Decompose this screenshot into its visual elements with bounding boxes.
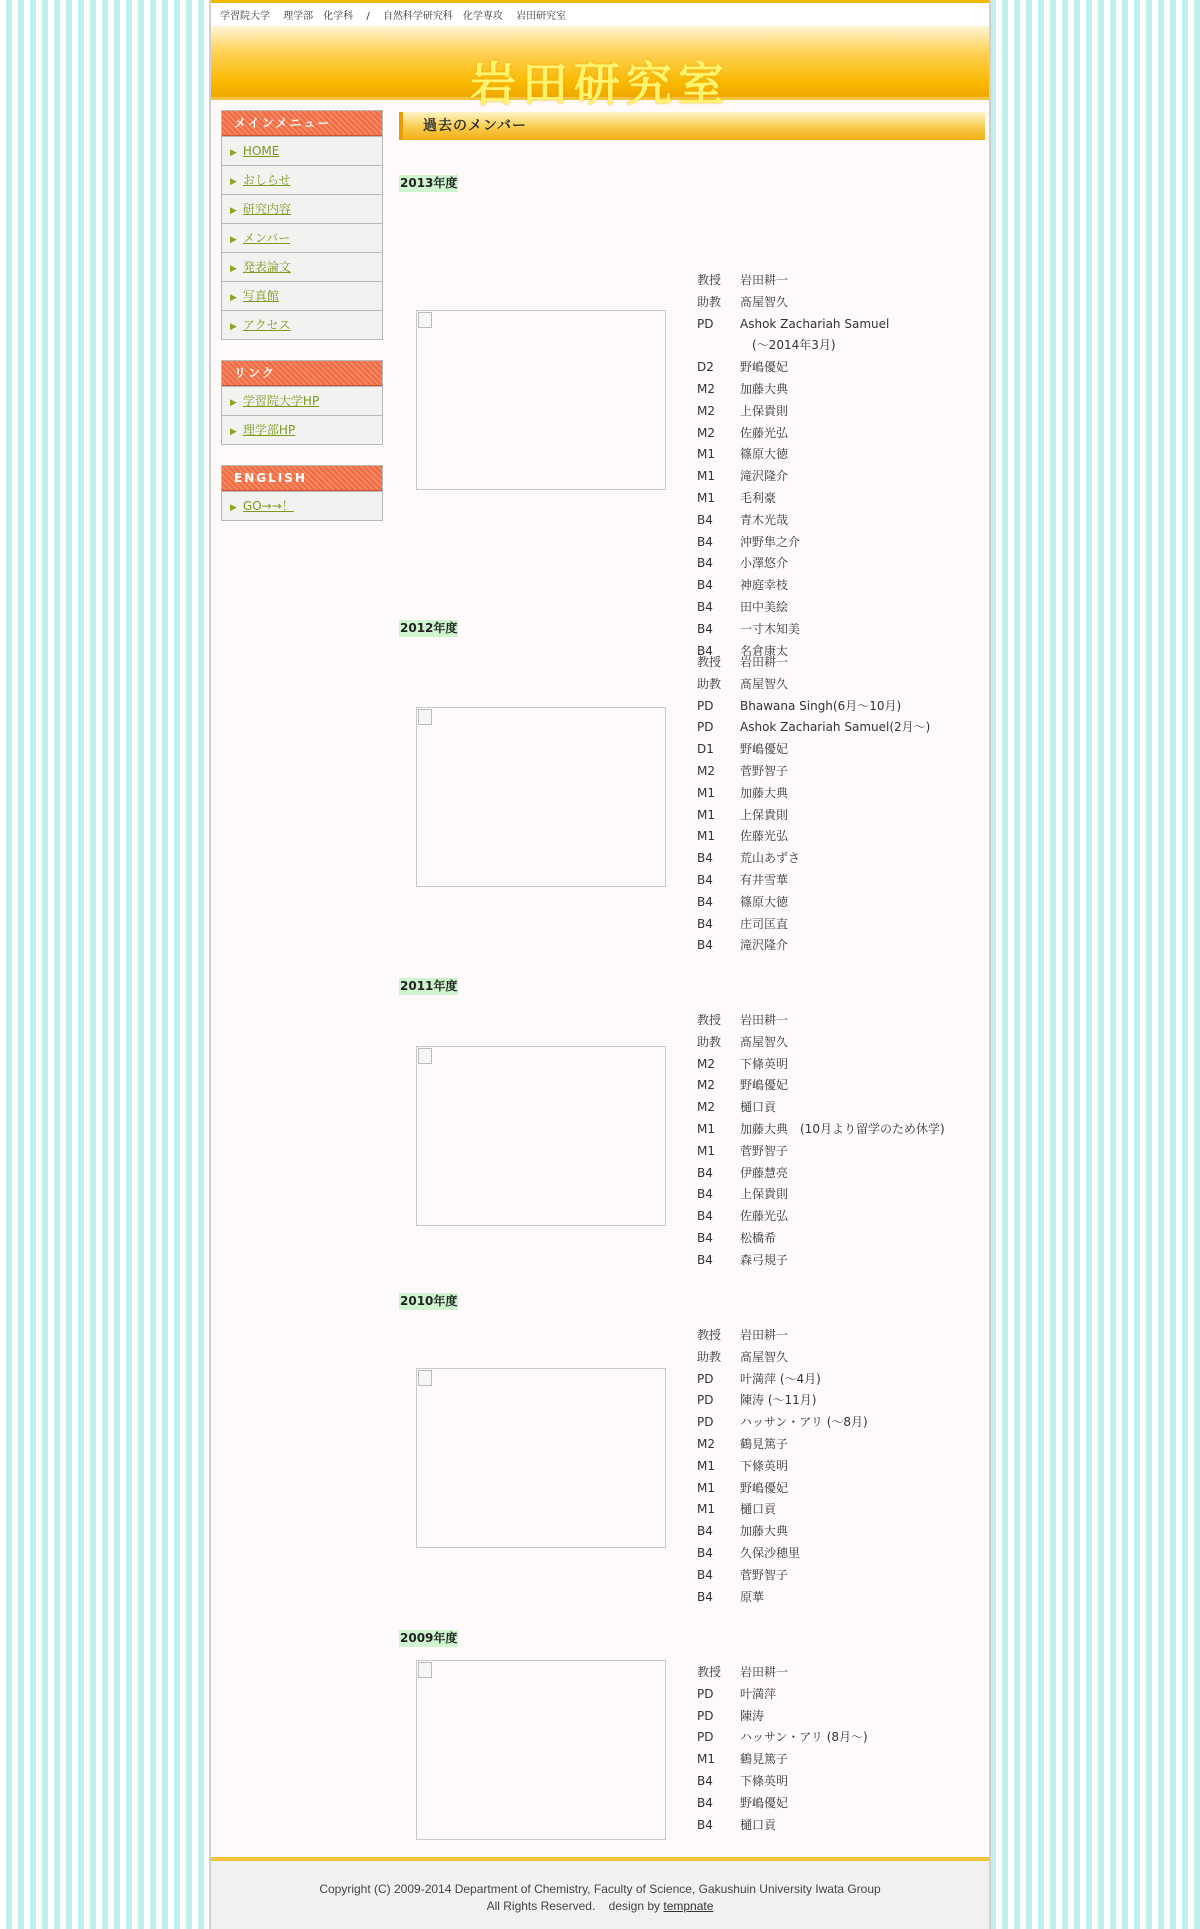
triangle-right-icon: ▶ xyxy=(230,293,237,303)
member-position: PD xyxy=(697,316,714,331)
member-name: 沖野隼之介 xyxy=(740,534,801,549)
member-list xyxy=(697,1662,868,1836)
member-name: 髙屋智久 xyxy=(740,676,789,691)
member-name: Ashok Zachariah Samuel xyxy=(740,316,890,331)
member-position: M2 xyxy=(697,1100,715,1115)
member-name: 叶満萍 xyxy=(740,1686,777,1701)
member-position: PD xyxy=(697,1415,714,1430)
member-position: M1 xyxy=(697,469,715,484)
member-position: M1 xyxy=(697,807,715,822)
year-heading: 2013年度 xyxy=(400,176,458,190)
member-name: 加藤大典 xyxy=(740,1524,789,1539)
member-row xyxy=(697,1749,868,1771)
member-position: M1 xyxy=(697,1458,715,1473)
member-name: 田中美絵 xyxy=(740,599,789,614)
member-row xyxy=(697,1478,868,1500)
member-name: 髙屋智久 xyxy=(740,1034,789,1049)
member-position: 助教 xyxy=(697,294,722,309)
member-row xyxy=(697,575,889,597)
page-container xyxy=(209,0,991,1929)
menu-item-members[interactable] xyxy=(222,223,382,252)
member-position: M1 xyxy=(697,1121,715,1136)
member-name: 篠原大徳 xyxy=(740,894,789,909)
member-position: B4 xyxy=(697,578,713,593)
member-name: 野嶋優妃 xyxy=(740,742,789,757)
member-row xyxy=(697,717,930,739)
member-position: M2 xyxy=(697,763,715,778)
member-name: 岩田耕一 xyxy=(740,655,789,669)
member-row xyxy=(697,1684,868,1706)
group-photo xyxy=(416,1660,666,1840)
member-row xyxy=(697,270,889,292)
member-row xyxy=(697,1163,945,1185)
member-row xyxy=(697,1727,868,1749)
member-position: PD xyxy=(697,1686,714,1701)
breadcrumb-university: 学習院大学 xyxy=(220,11,270,22)
sidebar xyxy=(221,110,383,541)
member-name: 荒山あずさ xyxy=(740,851,801,866)
member-name: 加藤大典 xyxy=(740,381,789,396)
links-menu-heading: リンク xyxy=(222,361,382,386)
member-note xyxy=(697,335,889,357)
member-row xyxy=(697,292,889,314)
triangle-right-icon: ▶ xyxy=(230,235,237,245)
menu-link-access[interactable]: アクセス xyxy=(242,318,291,332)
member-row xyxy=(697,826,930,848)
member-name: 篠原大徳 xyxy=(740,447,789,462)
rights-text: All Rights Reserved. xyxy=(486,1899,596,1913)
year-section xyxy=(399,1290,985,1604)
triangle-right-icon: ▶ xyxy=(230,398,237,408)
year-heading: 2010年度 xyxy=(400,1294,458,1308)
member-row xyxy=(697,1206,945,1228)
year-heading: 2011年度 xyxy=(400,979,458,993)
member-position: B4 xyxy=(697,1545,713,1560)
member-name: 毛利豪 xyxy=(740,490,777,505)
triangle-right-icon: ▶ xyxy=(230,503,237,513)
member-position: B4 xyxy=(697,534,713,549)
menu-item-publications[interactable] xyxy=(222,252,382,281)
triangle-right-icon: ▶ xyxy=(230,148,237,158)
triangle-right-icon: ▶ xyxy=(230,264,237,274)
member-position: PD xyxy=(697,720,714,735)
member-position: 教授 xyxy=(697,1665,722,1679)
member-row xyxy=(697,1412,868,1434)
year-heading: 2012年度 xyxy=(400,621,458,635)
menu-link-photos[interactable]: 写真館 xyxy=(242,289,279,303)
member-name: 加藤大典 xyxy=(740,785,789,800)
member-row xyxy=(697,696,930,718)
member-name: 岩田耕一 xyxy=(740,1328,789,1342)
member-name: 野嶋優妃 xyxy=(740,1078,789,1093)
member-row xyxy=(697,379,889,401)
member-row xyxy=(697,914,930,936)
member-row xyxy=(697,1434,868,1456)
member-name: 陳涛 xyxy=(740,1708,765,1723)
member-position: PD xyxy=(697,1371,714,1386)
member-row xyxy=(697,652,930,674)
member-row xyxy=(697,1347,868,1369)
member-position: 教授 xyxy=(697,655,722,669)
member-position: B4 xyxy=(697,851,713,866)
member-position: 助教 xyxy=(697,1349,722,1364)
member-name: 原華 xyxy=(740,1589,765,1604)
member-position: M1 xyxy=(697,490,715,505)
menu-item-research[interactable] xyxy=(222,194,382,223)
member-row xyxy=(697,1543,868,1565)
site-header xyxy=(211,26,989,111)
member-position: B4 xyxy=(697,1795,713,1810)
top-breadcrumb xyxy=(211,0,989,26)
member-position: D1 xyxy=(697,742,714,757)
member-position: M1 xyxy=(697,1752,715,1767)
link-university-hp[interactable]: 学習院大学HP xyxy=(242,394,320,408)
member-name: 岩田耕一 xyxy=(740,1665,789,1679)
member-name: ハッサン・アリ (8月～) xyxy=(740,1730,868,1745)
member-position: B4 xyxy=(697,1524,713,1539)
triangle-right-icon: ▶ xyxy=(230,322,237,332)
member-row xyxy=(697,1054,945,1076)
member-position: B4 xyxy=(697,872,713,887)
member-row xyxy=(697,553,889,575)
member-name: 伊藤慧亮 xyxy=(740,1165,789,1180)
year-heading: 2009年度 xyxy=(400,1631,458,1645)
member-position: M2 xyxy=(697,403,715,418)
group-photo xyxy=(416,1046,666,1226)
copyright-text: Copyright (C) 2009-2014 Department of Chemistry, Faculty of Science, Gakushuin University Iwata Group xyxy=(319,1882,881,1896)
member-name: 上保貴則 xyxy=(740,1187,789,1202)
member-position: M1 xyxy=(697,785,715,800)
member-name: 下條英明 xyxy=(740,1773,789,1788)
member-row xyxy=(697,761,930,783)
member-name: 菅野智子 xyxy=(740,1567,789,1582)
member-position: M2 xyxy=(697,1436,715,1451)
member-position: M1 xyxy=(697,1143,715,1158)
member-row xyxy=(697,1184,945,1206)
member-row xyxy=(697,423,889,445)
member-position: M2 xyxy=(697,425,715,440)
member-list xyxy=(697,652,930,957)
group-photo xyxy=(416,310,666,490)
member-name: 滝沢隆介 xyxy=(740,938,789,953)
member-position: B4 xyxy=(697,938,713,953)
member-row xyxy=(697,935,930,957)
member-name: 野嶋優妃 xyxy=(740,1480,789,1495)
member-name: 下條英明 xyxy=(740,1056,789,1071)
member-position: 教授 xyxy=(697,1013,722,1027)
member-name: 久保沙穂里 xyxy=(740,1545,801,1560)
member-row xyxy=(697,674,930,696)
member-position: B4 xyxy=(697,894,713,909)
member-name: 佐藤光弘 xyxy=(740,1209,789,1224)
member-row xyxy=(697,1369,868,1391)
member-row xyxy=(697,870,930,892)
member-name: 岩田耕一 xyxy=(740,273,789,287)
member-position: M1 xyxy=(697,447,715,462)
member-position: B4 xyxy=(697,1817,713,1832)
member-row xyxy=(697,444,889,466)
link-faculty-hp[interactable]: 理学部HP xyxy=(242,423,296,437)
menu-link-news[interactable]: おしらせ xyxy=(242,173,291,187)
member-position: PD xyxy=(697,698,714,713)
member-row xyxy=(697,783,930,805)
member-row xyxy=(697,1815,868,1837)
member-name: 加藤大典 (10月より留学のため休学) xyxy=(740,1121,945,1136)
page-title: 過去のメンバー xyxy=(399,112,985,140)
main-menu-heading: メインメニュー xyxy=(222,111,382,136)
breadcrumb-separator: / xyxy=(366,11,370,22)
links-menu xyxy=(221,360,383,445)
member-row xyxy=(697,1662,868,1684)
member-name: 名倉康太 xyxy=(740,643,789,658)
member-name: 菅野智子 xyxy=(740,763,789,778)
english-item[interactable] xyxy=(222,491,382,520)
member-row xyxy=(697,739,930,761)
design-credit-link[interactable]: tempnate xyxy=(663,1899,714,1913)
member-row xyxy=(697,1499,868,1521)
site-footer xyxy=(211,1857,989,1929)
menu-link-research[interactable]: 研究内容 xyxy=(242,202,291,216)
member-name: 佐藤光弘 xyxy=(740,829,789,844)
member-position: B4 xyxy=(697,599,713,614)
year-section xyxy=(399,1627,985,1832)
menu-link-members[interactable]: メンバー xyxy=(242,231,291,245)
menu-item-home[interactable] xyxy=(222,136,382,165)
member-row xyxy=(697,1587,868,1609)
member-row xyxy=(697,1141,945,1163)
member-position: PD xyxy=(697,1708,714,1723)
menu-item-access[interactable] xyxy=(222,310,382,339)
member-position: M2 xyxy=(697,1056,715,1071)
member-name: 青木光哉 xyxy=(740,512,789,527)
member-name: 上保貴則 xyxy=(740,403,789,418)
member-row xyxy=(697,1010,945,1032)
member-name: Ashok Zachariah Samuel(2月～) xyxy=(740,720,931,735)
member-row xyxy=(697,510,889,532)
member-row xyxy=(697,1075,945,1097)
member-position: B4 xyxy=(697,512,713,527)
triangle-right-icon: ▶ xyxy=(230,177,237,187)
member-position: B4 xyxy=(697,1187,713,1202)
member-position: B4 xyxy=(697,1230,713,1245)
english-menu xyxy=(221,465,383,521)
triangle-right-icon: ▶ xyxy=(230,427,237,437)
member-row xyxy=(697,314,889,336)
member-name: 下條英明 xyxy=(740,1458,789,1473)
member-row xyxy=(697,597,889,619)
breadcrumb-lab: 岩田研究室 xyxy=(516,11,567,22)
member-name: ハッサン・アリ (～8月) xyxy=(740,1415,868,1430)
broken-image-icon xyxy=(418,1048,432,1064)
member-list xyxy=(697,1010,945,1272)
member-name: 野嶋優妃 xyxy=(740,360,789,375)
member-row xyxy=(697,1521,868,1543)
site-title: 岩田研究室 xyxy=(470,57,730,111)
group-photo xyxy=(416,1368,666,1548)
breadcrumb-graduate: 自然科学研究科 化学専攻 xyxy=(382,11,503,22)
member-position: B4 xyxy=(697,1209,713,1224)
group-photo xyxy=(416,707,666,887)
member-row xyxy=(697,532,889,554)
member-position: PD xyxy=(697,1393,714,1408)
member-name: 菅野智子 xyxy=(740,1143,789,1158)
member-position: 教授 xyxy=(697,1328,722,1342)
member-name: 鶴見篤子 xyxy=(740,1436,789,1451)
member-name: 森弓規子 xyxy=(740,1252,789,1267)
member-position: M1 xyxy=(697,1480,715,1495)
member-row xyxy=(697,1097,945,1119)
member-position: B4 xyxy=(697,621,713,636)
member-row xyxy=(697,1565,868,1587)
menu-link-publications[interactable]: 発表論文 xyxy=(242,260,291,274)
member-row xyxy=(697,488,889,510)
member-name: 樋口貢 xyxy=(740,1817,777,1832)
member-position: B4 xyxy=(697,1773,713,1788)
breadcrumb-department: 理学部 化学科 xyxy=(283,11,354,22)
member-list xyxy=(697,270,889,662)
member-row xyxy=(697,1793,868,1815)
main-menu xyxy=(221,110,383,340)
member-row xyxy=(697,805,930,827)
member-position: B4 xyxy=(697,1252,713,1267)
member-position: B4 xyxy=(697,916,713,931)
menu-item-photos[interactable] xyxy=(222,281,382,310)
broken-image-icon xyxy=(418,709,432,725)
member-name: 小澤悠介 xyxy=(740,556,789,571)
member-list xyxy=(697,1325,868,1608)
member-position: M1 xyxy=(697,1502,715,1517)
member-name: Bhawana Singh(6月～10月) xyxy=(740,698,902,713)
link-item-university[interactable] xyxy=(222,386,382,415)
member-position: 助教 xyxy=(697,676,722,691)
member-name: 野嶋優妃 xyxy=(740,1795,789,1810)
year-section xyxy=(399,975,985,1267)
broken-image-icon xyxy=(418,312,432,328)
member-row xyxy=(697,1456,868,1478)
member-position: B4 xyxy=(697,643,713,658)
member-name: 神庭幸枝 xyxy=(740,578,789,593)
member-position: D2 xyxy=(697,360,714,375)
member-position: B4 xyxy=(697,1165,713,1180)
menu-link-home[interactable]: HOME xyxy=(242,144,280,158)
member-position: 教授 xyxy=(697,273,722,287)
member-row xyxy=(697,401,889,423)
member-row xyxy=(697,1250,945,1272)
member-name: 髙屋智久 xyxy=(740,1349,789,1364)
member-row xyxy=(697,1390,868,1412)
member-name: 樋口貢 xyxy=(740,1100,777,1115)
design-prefix: design by xyxy=(608,1899,661,1913)
member-name: 一寸木知美 xyxy=(740,621,801,636)
member-row xyxy=(697,466,889,488)
member-note-text: (～2014年3月) xyxy=(752,338,836,353)
member-name: 佐藤光弘 xyxy=(740,425,789,440)
member-position: B4 xyxy=(697,556,713,571)
member-row xyxy=(697,1119,945,1141)
broken-image-icon xyxy=(418,1370,432,1386)
member-name: 樋口貢 xyxy=(740,1502,777,1517)
link-item-faculty[interactable] xyxy=(222,415,382,444)
member-row xyxy=(697,1228,945,1250)
member-name: 松橋希 xyxy=(740,1230,777,1245)
member-position: M1 xyxy=(697,829,715,844)
member-position: B4 xyxy=(697,1567,713,1582)
main-content xyxy=(399,112,985,1832)
member-position: B4 xyxy=(697,1589,713,1604)
member-name: 庄司匡直 xyxy=(740,916,789,931)
member-name: 叶満萍 (～4月) xyxy=(740,1371,821,1386)
english-go-link[interactable]: GO→→！ xyxy=(242,499,294,513)
member-row xyxy=(697,892,930,914)
member-row xyxy=(697,848,930,870)
member-row xyxy=(697,1032,945,1054)
member-position: 助教 xyxy=(697,1034,722,1049)
member-name: 滝沢隆介 xyxy=(740,469,789,484)
member-name: 陳涛 (～11月) xyxy=(740,1393,817,1408)
member-position: M2 xyxy=(697,381,715,396)
member-row xyxy=(697,1325,868,1347)
member-position: M2 xyxy=(697,1078,715,1093)
member-row xyxy=(697,1706,868,1728)
broken-image-icon xyxy=(418,1662,432,1678)
member-name: 鶴見篤子 xyxy=(740,1752,789,1767)
member-row xyxy=(697,357,889,379)
menu-item-news[interactable] xyxy=(222,165,382,194)
member-name: 岩田耕一 xyxy=(740,1013,789,1027)
triangle-right-icon: ▶ xyxy=(230,206,237,216)
english-menu-heading: ENGLISH xyxy=(222,466,382,491)
member-row xyxy=(697,1771,868,1793)
member-name: 上保貴則 xyxy=(740,807,789,822)
member-name: 髙屋智久 xyxy=(740,294,789,309)
member-name: 有井雪華 xyxy=(740,872,789,887)
footer-credits xyxy=(211,1898,989,1915)
member-position: PD xyxy=(697,1730,714,1745)
